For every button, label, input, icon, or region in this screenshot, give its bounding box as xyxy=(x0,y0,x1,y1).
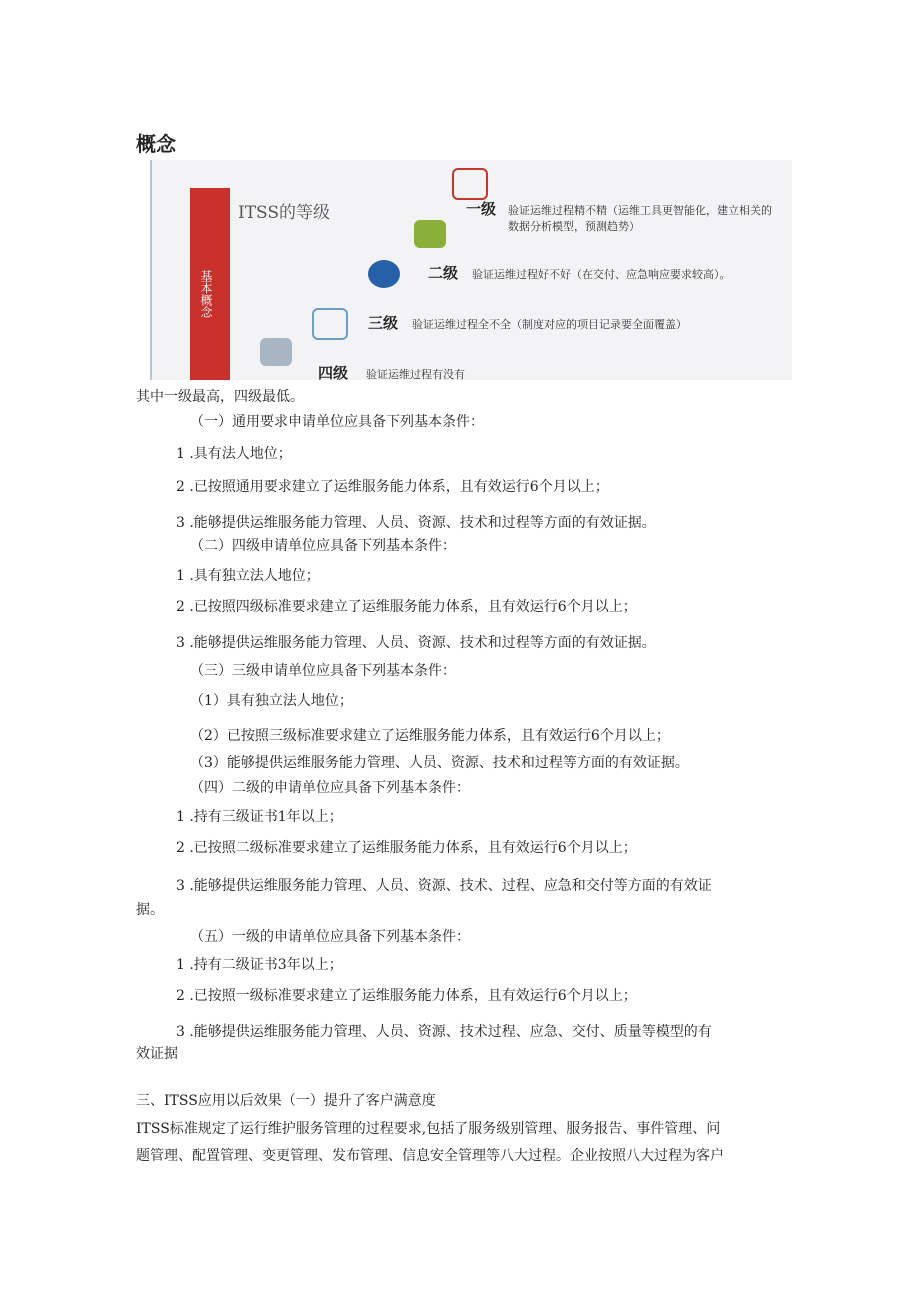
level-3-desc: 验证运维过程全不全（制度对应的项目记录要全面覆盖） xyxy=(412,318,687,331)
text-line: （3）能够提供运维服务能力管理、人员、资源、技术和过程等方面的有效证据。 xyxy=(190,755,689,771)
text-line: ITSS标准规定了运行维护服务管理的过程要求,包括了服务级别管理、服务报告、事件管理、问 xyxy=(136,1121,721,1137)
text-line: 1 .具有独立法人地位； xyxy=(176,568,320,584)
text-line: 3 .能够提供运维服务能力管理、人员、资源、技术过程、应急、交付、质量等模型的有 xyxy=(176,1024,712,1040)
level-1: 一级 xyxy=(466,200,497,218)
text-line: （一）通用要求申请单位应具备下列基本条件： xyxy=(190,414,484,430)
itss-levels-figure xyxy=(150,160,792,380)
text-line: 效证据 xyxy=(136,1046,178,1062)
arrows-icon xyxy=(312,308,348,340)
text-line: 据。 xyxy=(136,902,164,918)
text-line: 2 .已按照二级标准要求建立了运维服务能力体系，且有效运行6个月以上； xyxy=(176,840,637,856)
figure-title: ITSS的等级 xyxy=(238,203,331,223)
level-1-desc2: 数据分析模型，预测趋势） xyxy=(508,220,640,233)
level-2-desc: 验证运维过程好不好（在交付、应急响应要求较高）。 xyxy=(472,268,731,281)
cubes-icon xyxy=(260,338,292,366)
text-line: 1 .具有法人地位； xyxy=(176,446,292,462)
level-2: 二级 xyxy=(428,264,459,282)
text-line: 2 .已按照四级标准要求建立了运维服务能力体系，且有效运行6个月以上； xyxy=(176,599,637,615)
heading: 概念 xyxy=(136,132,176,156)
text-line: （1）具有独立法人地位； xyxy=(190,693,353,709)
level-1-desc: 验证运维过程精不精（运维工具更智能化，建立相关的 xyxy=(508,204,772,217)
globe-icon xyxy=(368,260,400,288)
text-line: 2 .已按照一级标准要求建立了运维服务能力体系，且有效运行6个月以上； xyxy=(176,988,637,1004)
text-line: 3 .能够提供运维服务能力管理、人员、资源、技术和过程等方面的有效证据。 xyxy=(176,515,656,531)
text-line: （四）二级的申请单位应具备下列基本条件： xyxy=(190,780,470,796)
text-line: （三）三级申请单位应具备下列基本条件： xyxy=(190,663,456,679)
text-line: （五）一级的申请单位应具备下列基本条件： xyxy=(190,929,470,945)
side-label: 基本概念 xyxy=(199,270,213,318)
text-line: 1 .持有二级证书3年以上； xyxy=(176,957,343,973)
text-line: 题管理、配置管理、变更管理、发布管理、信息安全管理等八大过程。企业按照八大过程为客户 xyxy=(136,1148,724,1164)
puzzle-icon xyxy=(414,220,446,248)
level-4-desc: 验证运维过程有没有 xyxy=(366,368,465,381)
brain-icon xyxy=(452,168,488,200)
text-line: 三、ITSS应用以后效果（一）提升了客户满意度 xyxy=(136,1093,436,1109)
text-line: 3 .能够提供运维服务能力管理、人员、资源、技术和过程等方面的有效证据。 xyxy=(176,635,656,651)
level-3: 三级 xyxy=(368,314,399,332)
text-line: 2 .已按照通用要求建立了运维服务能力体系，且有效运行6个月以上； xyxy=(176,479,609,495)
text-line: （2）已按照三级标准要求建立了运维服务能力体系，且有效运行6个月以上； xyxy=(190,728,670,744)
text-line: 其中一级最高，四级最低。 xyxy=(136,389,304,405)
text-line: （二）四级申请单位应具备下列基本条件： xyxy=(190,538,456,554)
level-4: 四级 xyxy=(318,364,349,382)
text-line: 1 .持有三级证书1年以上； xyxy=(176,809,343,825)
text-line: 3 .能够提供运维服务能力管理、人员、资源、技术、过程、应急和交付等方面的有效证 xyxy=(176,878,712,894)
